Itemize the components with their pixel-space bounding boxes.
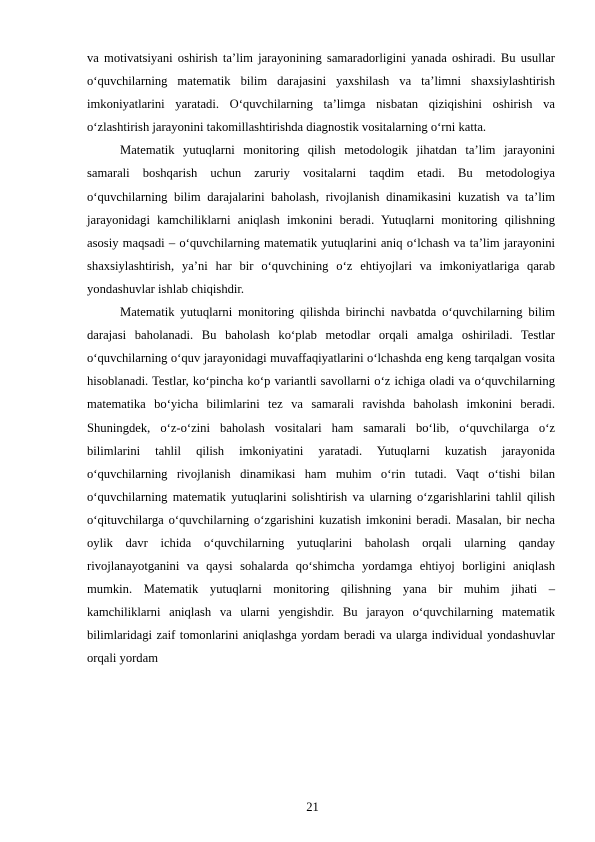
- paragraph-1: va motivatsiyani oshirish ta’lim jarayonining samaradorligini yanada oshiradi. Bu usullar o‘quvchilarning matematik bilim darajasini yaxshilash va ta’limni shaxsiylashtirish imkoniyatlarini yaratadi. O‘quvchilarning ta’limga nisbatan qiziqishini oshirish va o‘zlashtirish jarayonini takomillashtirishda diagnostik vositalarning o‘rni katta.: [87, 51, 555, 135]
- body-text: [87, 47, 555, 671]
- paragraph-3: Matematik yutuqlarni monitoring qilishda birinchi navbatda o‘quvchilarning bilim darajasi baholanadi. Bu baholash ko‘plab metodlar orqali amalga oshiriladi. Testlar o‘quvchilarning o‘quv jarayonidagi muvaffaqiyatlarini o‘lchashda eng keng tarqalgan vosita hisoblanadi. Testlar, ko‘pincha ko‘p variantli savollarni o‘z ichiga oladi va o‘quvchilarning matematika bo‘yicha bilimlarini tez va samarali ravishda baholash imkonini beradi. Shuningdek, o‘z-o‘zini baholash vositalari ham samarali bo‘lib, o‘quvchilarga o‘z bilimlarini tahlil qilish imkoniyatini yaratadi. Yutuqlarni kuzatish jarayonida o‘quvchilarning rivojlanish dinamikasi ham muhim o‘rin tutadi. Vaqt o‘tishi bilan o‘quvchilarning matematik yutuqlarini solishtirish va ularning o‘zgarishlarini tahlil qilish o‘qituvchilarga o‘quvchilarning o‘zgarishini kuzatish imkonini beradi. Masalan, bir necha oylik davr ichida o‘quvchilarning yutuqlarini baholash orqali ularning qanday rivojlanayotganini va qaysi sohalarda qo‘shimcha yordamga ehtiyoj borligini aniqlash mumkin. Matematik yutuqlarni monitoring qilishning yana bir muhim jihati – kamchiliklarni aniqlash va ularni yengishdir. Bu jarayon o‘quvchilarning matematik bilimlaridagi zaif tomonlarini aniqlashga yordam beradi va ularga individual yondashuvlar orqali yordam: [87, 305, 555, 666]
- page-number: 21: [306, 800, 319, 814]
- paragraph-2: Matematik yutuqlarni monitoring qilish metodologik jihatdan ta’lim jarayonini samarali boshqarish uchun zaruriy vositalarni taqdim etadi. Bu metodologiya o‘quvchilarning bilim darajalarini baholash, rivojlanish dinamikasini kuzatish va ta’lim jarayonidagi kamchiliklarni aniqlash imkonini beradi. Yutuqlarni monitoring qilishning asosiy maqsadi – o‘quvchilarning matematik yutuqlarini aniq o‘lchash va ta’lim jarayonini shaxsiylashtirish, ya’ni har bir o‘quvchining o‘z ehtiyojlari va imkoniyatlariga qarab yondashuvlar ishlab chiqishdir.: [87, 143, 555, 296]
